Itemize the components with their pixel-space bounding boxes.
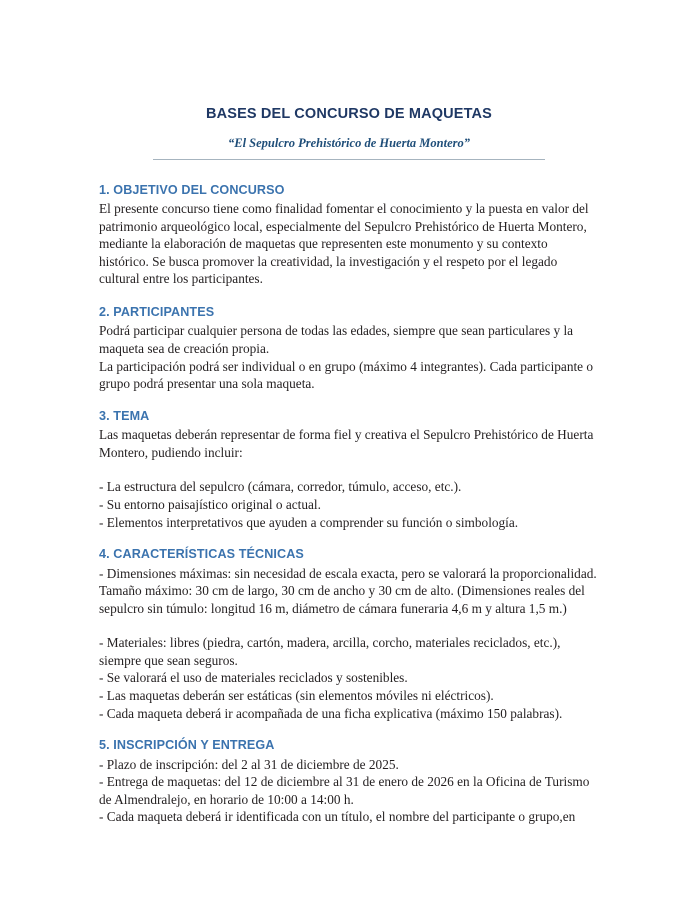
spacer: [99, 722, 599, 737]
section-heading-3: 3. TEMA: [99, 408, 150, 423]
spacer: [99, 531, 599, 546]
section-objetivo: [99, 182, 599, 288]
section-inscripcion-entrega: [99, 737, 599, 826]
section-4-bullet-1: - Materiales: libres (piedra, cartón, madera, arcilla, corcho, materiales reciclados, etc.), siempre que sean seguros.: [99, 635, 561, 668]
spacer: [99, 393, 599, 408]
section-heading-1: 1. OBJETIVO DEL CONCURSO: [99, 182, 285, 197]
section-1-paragraph-1: El presente concurso tiene como finalidad fomentar el conocimiento y la puesta en valor del patrimonio arqueológico local, especialmente del Sepulcro Prehistórico de Huerta Montero, mediante la elaboración de maquetas que representen este monumento y su contexto histórico. Se busca promover la creatividad, la investigación y el respeto por el legado cultural entre los participantes.: [99, 201, 589, 287]
section-3-paragraph-1: Las maquetas deberán representar de forma fiel y creativa el Sepulcro Prehistórico de Huerta Montero, pudiendo incluir:: [99, 427, 594, 460]
section-heading-4: 4. CARACTERÍSTICAS TÉCNICAS: [99, 547, 304, 562]
spacer: [99, 288, 599, 304]
document-body: [99, 105, 599, 826]
section-participantes: [99, 304, 599, 393]
section-3-bullet-2: - Su entorno paisajístico original o actual.: [99, 496, 321, 512]
spacer: [99, 461, 599, 478]
section-3-bullet-3: - Elementos interpretativos que ayuden a comprender su función o simbología.: [99, 514, 519, 530]
section-5-bullet-1: - Plazo de inscripción: del 2 al 31 de diciembre de 2025.: [99, 756, 399, 772]
spacer: [99, 617, 599, 634]
header-divider: [153, 159, 545, 160]
section-2-paragraph-2: La participación podrá ser individual o en grupo (máximo 4 integrantes). Cada participante o grupo podrá presentar una sola maqueta.: [99, 358, 594, 392]
section-4-bullet-3: - Las maquetas deberán ser estáticas (sin elementos móviles ni eléctricos).: [99, 688, 494, 704]
section-3-bullet-1: - La estructura del sepulcro (cámara, corredor, túmulo, acceso, etc.).: [99, 479, 462, 495]
section-4-bullet-4: - Cada maqueta deberá ir acompañada de una ficha explicativa (máximo 150 palabras).: [99, 705, 563, 721]
document-subtitle: “El Sepulcro Prehistórico de Huerta Montero”: [227, 136, 471, 151]
section-2-paragraph-1: Podrá participar cualquier persona de todas las edades, siempre que sean particulares y la maqueta sea de creación propia.: [99, 323, 574, 357]
document-header: [99, 105, 599, 160]
section-heading-5: 5. INSCRIPCIÓN Y ENTREGA: [99, 738, 275, 753]
section-4-paragraph-1: - Dimensiones máximas: sin necesidad de escala exacta, pero se valorará la proporcionalidad. Tamaño máximo: 30 cm de largo, 30 cm de ancho y 30 cm de alto. (Dimensiones reales del sepulcro sin túmulo: longitud 16 m, diámetro de cámara funeraria 4,6 m y altura 1,5 m.): [99, 565, 597, 616]
section-tema: [99, 408, 599, 531]
section-5-bullet-2: - Entrega de maquetas: del 12 de diciembre al 31 de enero de 2026 en la Oficina de Turismo de Almendralejo, en horario de 10:00 a 14:00 h.: [99, 774, 590, 807]
spacer: [99, 166, 599, 182]
section-4-bullet-2: - Se valorará el uso de materiales reciclados y sostenibles.: [99, 670, 408, 686]
section-caracteristicas-tecnicas: [99, 546, 599, 722]
page-title: BASES DEL CONCURSO DE MAQUETAS: [206, 106, 492, 122]
section-heading-2: 2. PARTICIPANTES: [99, 305, 215, 320]
section-5-bullet-3: - Cada maqueta deberá ir identificada con un título, el nombre del participante o grupo,en: [99, 809, 576, 825]
